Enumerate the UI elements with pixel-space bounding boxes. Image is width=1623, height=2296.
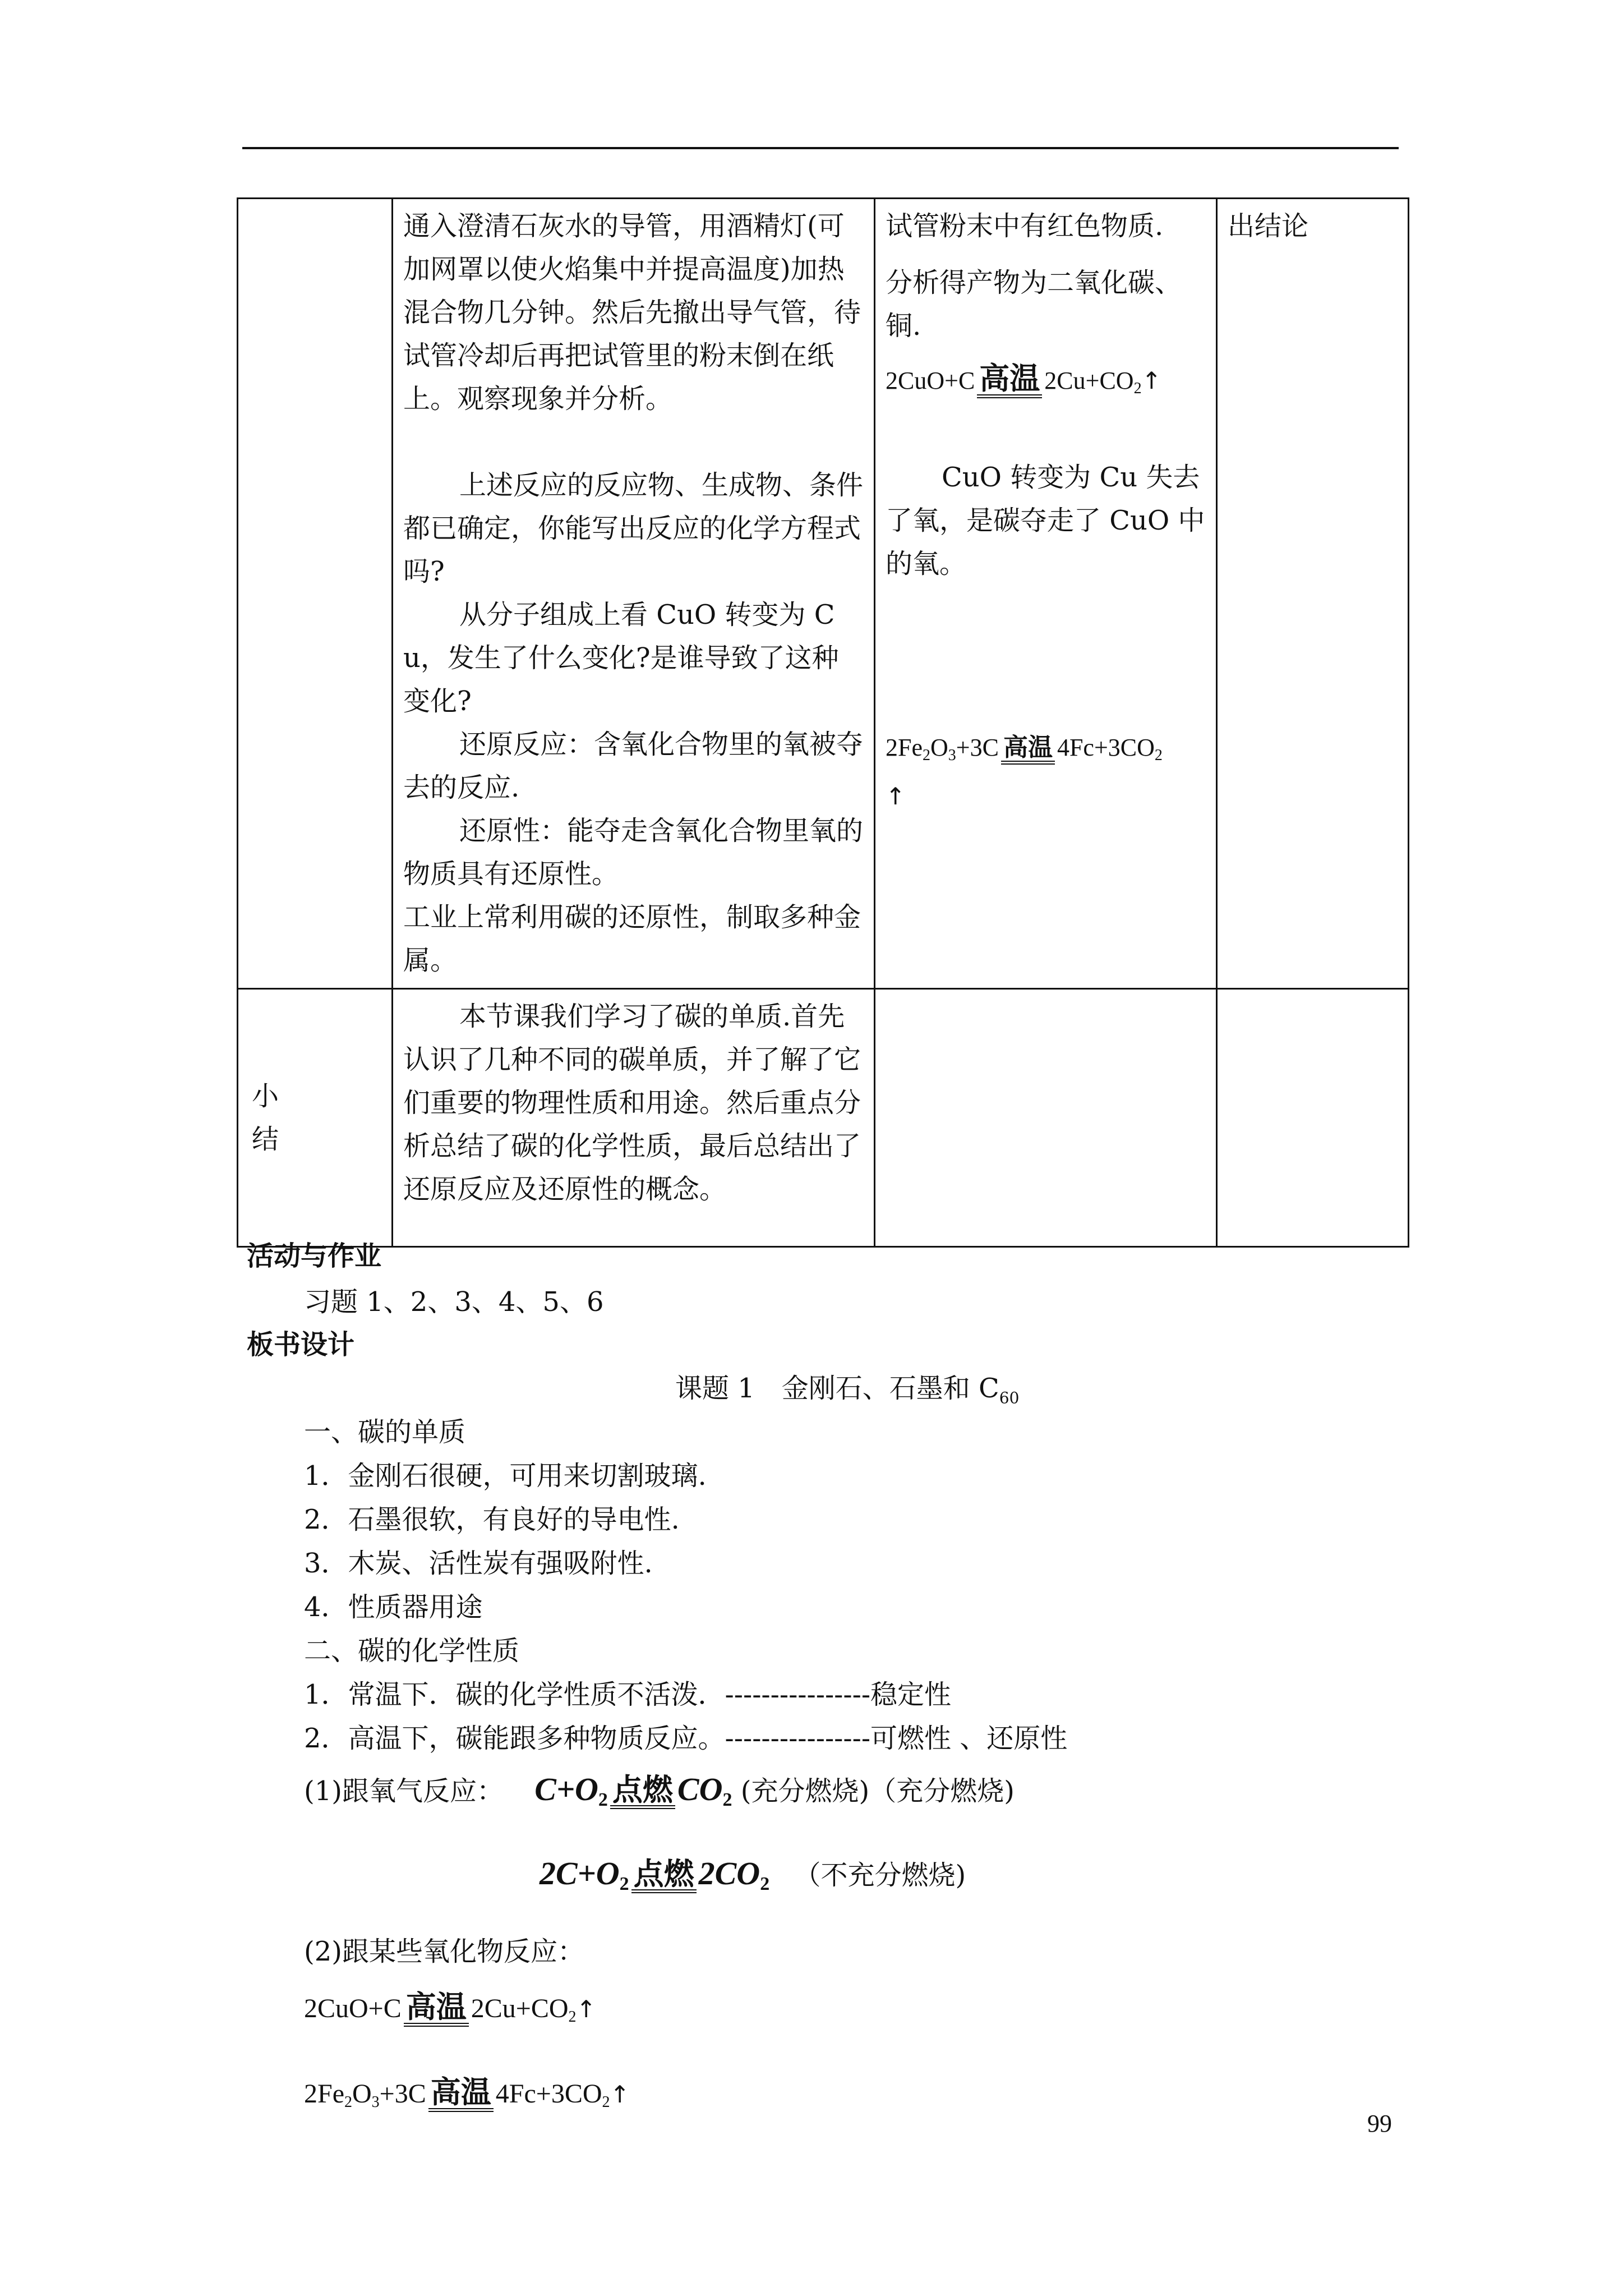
board-line: 二、碳的化学性质	[304, 1635, 520, 1667]
header-rule	[242, 147, 1399, 149]
board-line: 2．石墨很软，有良好的导电性.	[304, 1504, 680, 1535]
table-row	[238, 199, 1409, 989]
lesson-table	[237, 197, 1409, 1248]
board-heading: 板书设计	[247, 1329, 355, 1360]
stage-cell: 小 结	[238, 989, 393, 1247]
student-text: 试管粉末中有红色物质.	[886, 210, 1164, 242]
board-equation-fe2o3-c: $2Fe_2O_3+3C$ 高温 $4Fc+3CO_2↑$	[304, 2076, 630, 2111]
oxygen-reaction-line: (1)跟氧气反应： $C+O_2$ 点燃 $CO_2$ (充分燃烧)（充分燃烧)	[304, 1771, 1015, 1810]
oxygen-reaction-line-2: $2C+O_2$ 点燃 $2CO_2$ （不充分燃烧)	[540, 1855, 966, 1894]
board-title: 课题 1 金刚石、石墨和 $C_{60}$	[675, 1373, 1020, 1407]
teacher-text: 还原反应：含氧化合物里的氧被夺去的反应.	[403, 729, 864, 803]
student-activity-cell	[875, 199, 1217, 989]
board-line: 1．常温下．碳的化学性质不活泼．----------------稳定性	[304, 1679, 952, 1710]
student-activity-cell	[875, 989, 1217, 1247]
design-intent-cell	[1217, 989, 1409, 1247]
student-text: 分析得产物为二氧化碳、铜.	[886, 267, 1182, 342]
teacher-text: 工业上常利用碳的还原性，制取多种金属。	[403, 901, 861, 976]
page-number: 99	[1367, 2110, 1392, 2137]
activity-text: 习题 1、2、3、4、5、6	[304, 1286, 604, 1318]
teacher-text: 通入澄清石灰水的导管，用酒精灯(可加网罩以使火焰集中并提高温度)加热混合物几分钟。然后先撤出导气管，待试管冷却后再把试管里的粉末倒在纸上。观察现象并分析。	[403, 210, 861, 415]
activity-heading: 活动与作业	[247, 1240, 382, 1272]
board-line: 3．木炭、活性炭有强吸附性.	[304, 1548, 653, 1579]
board-equation-cuo-c: 2CuO+C 高温 $2Cu+CO_2↑$	[304, 1990, 596, 2026]
teacher-activity-cell	[393, 989, 875, 1247]
teacher-activity-cell	[393, 199, 875, 989]
board-line: 一、碳的单质	[304, 1416, 466, 1448]
equation-cuo-c: 2CuO+C 高温 $2Cu+CO_2↑$	[886, 362, 1161, 397]
stage-cell	[238, 199, 393, 989]
equation-fe2o3-c: $2Fe_2O_3+3C$ 高温 $4Fc+3CO_2$	[886, 734, 1163, 764]
teacher-text: 从分子组成上看 CuO 转变为 Cu，发生了什么变化?是谁导致了这种变化?	[403, 599, 839, 717]
board-line: 4．性质器用途	[304, 1591, 483, 1623]
summary-text: 本节课我们学习了碳的单质.首先认识了几种不同的碳单质，并了解了它们重要的物理性质和用途。然后重点分析总结了碳的化学性质，最后总结出了还原反应及还原性的概念。	[403, 1001, 861, 1205]
teacher-text: 还原性：能夺走含氧化合物里氧的物质具有还原性。	[403, 815, 864, 890]
design-intent-cell: 出结论	[1217, 199, 1409, 989]
student-text: CuO 转变为 Cu 失去了氧，是碳夺走了 CuO 中的氧。	[886, 462, 1205, 579]
equation-arrow: ↑	[886, 783, 906, 810]
table-row	[238, 989, 1409, 1247]
board-line: 2．高温下，碳能跟多种物质反应。----------------可燃性 、还原性	[304, 1723, 1068, 1754]
board-line: 1．金刚石很硬，可用来切割玻璃.	[304, 1460, 707, 1492]
oxide-reaction-label: (2)跟某些氧化物反应：	[304, 1936, 584, 1967]
teacher-text: 上述反应的反应物、生成物、条件都已确定，你能写出反应的化学方程式吗?	[403, 470, 864, 587]
